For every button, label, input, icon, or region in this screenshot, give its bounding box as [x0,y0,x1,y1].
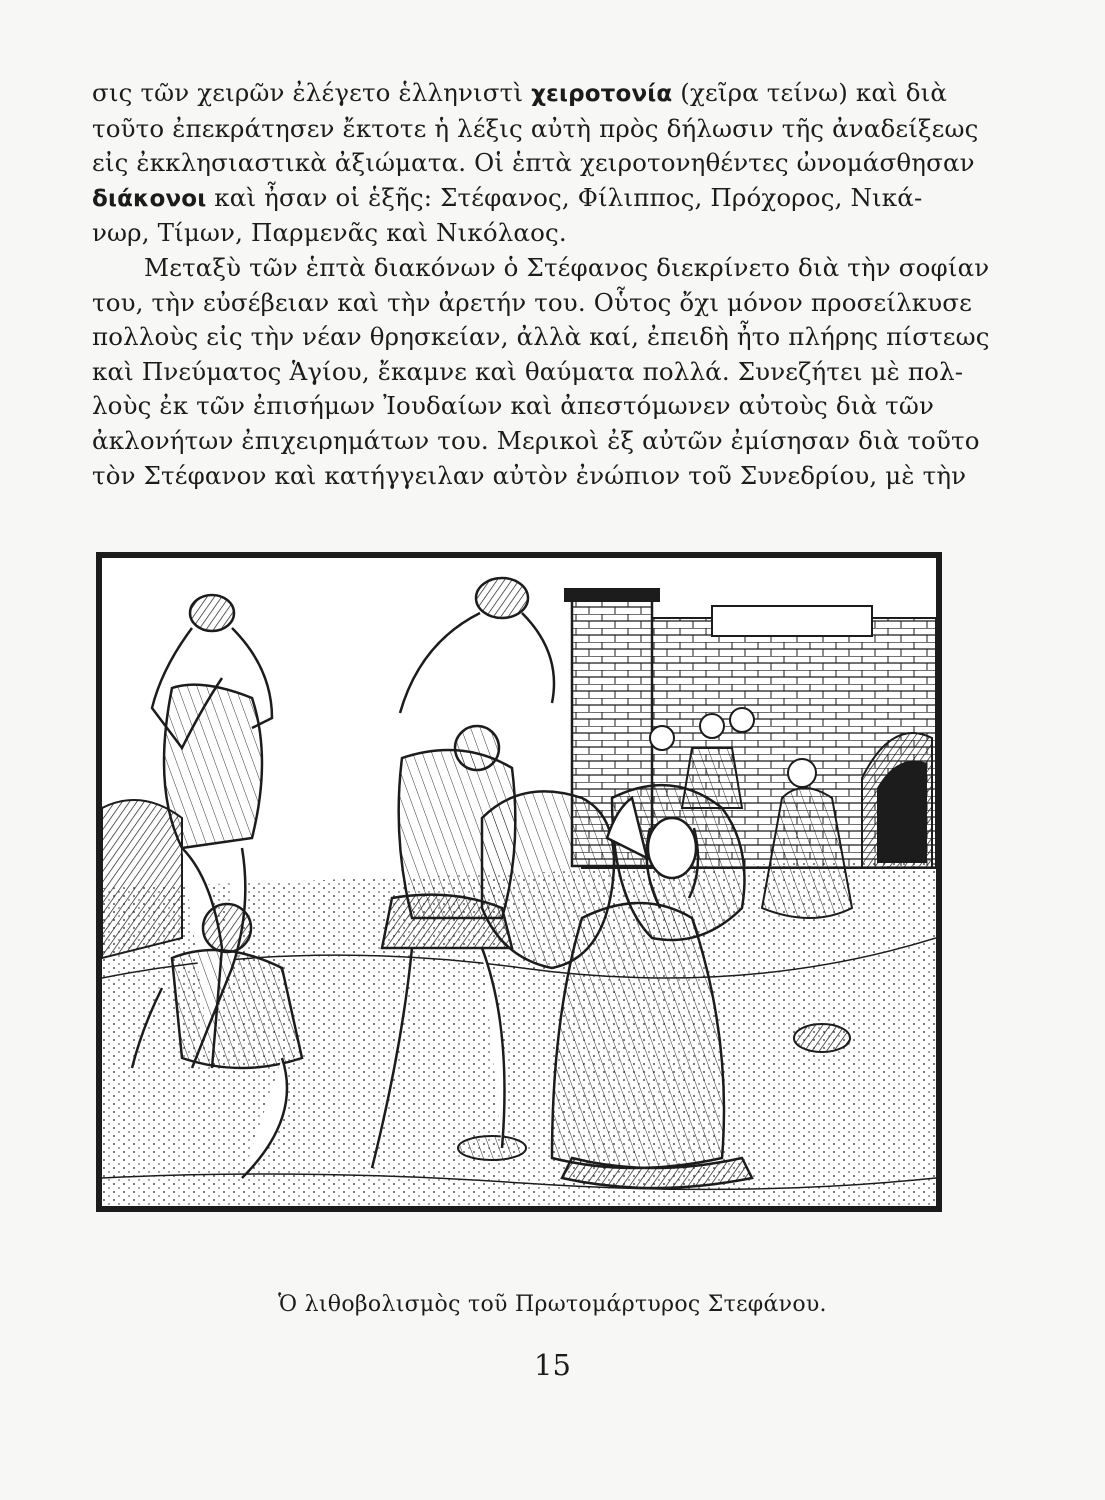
text-line: τὸν Στέφανον καὶ κατήγγειλαν αὐτὸν ἐνώπιον τοῦ Συνεδρίου, μὲ τὴν [92,460,967,490]
text-line: ἀκλονήτων ἐπιχειρημάτων του. Μερικοὶ ἐξ αὐτῶν ἐμίσησαν διὰ τοῦτο [92,425,980,455]
figure-caption: Ὁ λιθοβολισμὸς τοῦ Πρωτομάρτυρος Στεφάνου. [278,1292,827,1317]
text-line: πολλοὺς εἰς τὴν νέαν θρησκείαν, ἀλλὰ καί, ἐπειδὴ ἦτο πλήρης πίστεως [92,322,990,352]
text-line: λοὺς ἐκ τῶν ἐπισήμων Ἰουδαίων καὶ ἀπεστόμωνεν αὐτοὺς διὰ τῶν [92,391,934,421]
text-line: σις τῶν χειρῶν ἐλέγετο ἑλληνιστὶ χειροτονία (χεῖρα τείνω) καὶ διὰ [92,78,948,107]
paragraph-start-line: Μεταξὺ τῶν ἑπτὰ διακόνων ὁ Στέφανος διεκρίνετο διὰ τὴν σοφίαν [144,252,990,282]
text-line: διάκονοι καὶ ἦσαν οἱ ἑξῆς: Στέφανος, Φίλιππος, Πρόχορος, Νικά- [92,182,923,212]
text-line: καὶ Πνεύματος Ἁγίου, ἔκαμνε καὶ θαύματα πολλά. Συνεζήτει μὲ πολ- [92,356,964,386]
text-line: νωρ, Τίμων, Παρμενᾶς καὶ Νικόλαος. [92,218,567,248]
stoning-scene-drawing [102,558,936,1206]
text-line: εἰς ἐκκλησιαστικὰ ἀξιώματα. Οἱ ἑπτὰ χειροτονηθέντες ὠνομάσθησαν [92,148,975,178]
bold-term: χειροτονία [531,81,673,107]
body-text [92,76,990,493]
bold-term: διάκονοι [92,185,207,212]
text-line: του, τὴν εὐσέβειαν καὶ τὴν ἀρετήν του. Οὗτος ὄχι μόνον προσείλκυσε [92,287,972,317]
page-number: 15 [534,1348,571,1382]
woodcut-illustration [96,552,942,1212]
text-line: τοῦτο ἐπεκράτησεν ἔκτοτε ἡ λέξις αὐτὴ πρὸς δήλωσιν τῆς ἀναδείξεως [92,113,979,143]
